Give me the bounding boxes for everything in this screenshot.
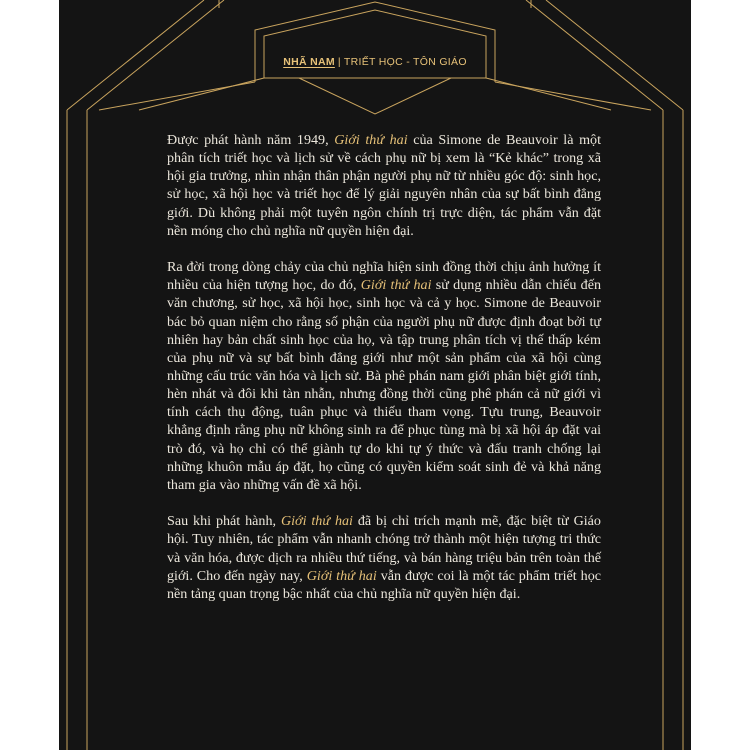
blurb-paragraph-1 (167, 131, 601, 240)
text-run: sử dụng nhiều dẫn chiếu đến văn chương, sử học, xã hội học, sinh học và cả y học. Simone de Beauvoir bác bỏ quan niệm cho rằng số phận của người phụ nữ được định đoạt bởi tự nhiên hay bản chất sinh học của họ, và tập trung phân tích vị thế thấp kém của phụ nữ và sự bất bình đẳng giới như một sản phẩm của xã hội cùng những cấu trúc văn hóa và lịch sử. Bà phê phán nam giới phân biệt giới tính, hèn nhát và đôi khi tàn nhẫn, nhưng đồng thời cũng phê phán cả nữ giới vì tính cách thụ động, tuân phục và thiếu tham vọng. Tựu trung, Beauvoir khẳng định rằng phụ nữ không sinh ra để phục tùng mà bị xã hội áp đặt vai trò đó, và họ chỉ có thể giành tự do khi tự ý thức và đấu tranh chống lại những khuôn mẫu áp đặt, họ cũng có quyền kiểm soát sinh đẻ và khả năng tham gia vào những vấn đề xã hội. (167, 277, 601, 493)
blurb-text (167, 131, 601, 621)
publisher-line (59, 56, 691, 68)
text-run: của Simone de Beauvoir là một phân tích triết học và lịch sử về cách phụ nữ bị xem là “Kẻ khác” trong xã hội gia trưởng, nhìn nhận thân phận người phụ nữ từ nhiều góc độ: sinh học, sử học, xã hội học và triết học để lý giải nguyên nhân của sự bất bình đẳng giới. Dù không phải một tuyên ngôn chính trị trực diện, tác phẩm vẫn đặt nền móng cho chủ nghĩa nữ quyền hiện đại. (167, 132, 601, 239)
text-run: Ra đời trong dòng chảy của chủ nghĩa hiện sinh đồng thời chịu ảnh hưởng ít nhiều của hiện tượng học, do đó, (167, 259, 601, 294)
book-title: Giới thứ hai (306, 567, 377, 584)
book-title: Giới thứ hai (280, 513, 353, 530)
book-title: Giới thứ hai (334, 132, 408, 148)
publisher-brand: NHÃ NAM (283, 56, 335, 68)
book-title: Giới thứ hai (360, 277, 432, 294)
text-run: đã bị chỉ trích mạnh mẽ, đặc biệt từ Giáo hội. Tuy nhiên, tác phẩm vẫn nhanh chóng trở thành một hiện tượng tri thức và văn hóa, được dịch ra nhiều thứ tiếng, và bán hàng triệu bản trên toàn thế giới. Cho đến ngày nay, (167, 513, 601, 584)
outer-roof-line (67, 0, 204, 110)
book-back-cover (59, 0, 691, 750)
title-triangle (299, 78, 451, 114)
blurb-paragraph-2 (167, 258, 601, 494)
publisher-category: TRIẾT HỌC - TÔN GIÁO (343, 56, 467, 68)
publisher-separator: | (337, 56, 341, 68)
text-run: Được phát hành năm 1949, (167, 132, 335, 148)
text-run: vẫn được coi là một tác phẩm triết học nền tảng quan trọng bậc nhất của chủ nghĩa nữ quyền hiện đại. (167, 567, 601, 602)
blurb-paragraph-3 (167, 512, 601, 603)
text-run: Sau khi phát hành, (167, 513, 281, 530)
